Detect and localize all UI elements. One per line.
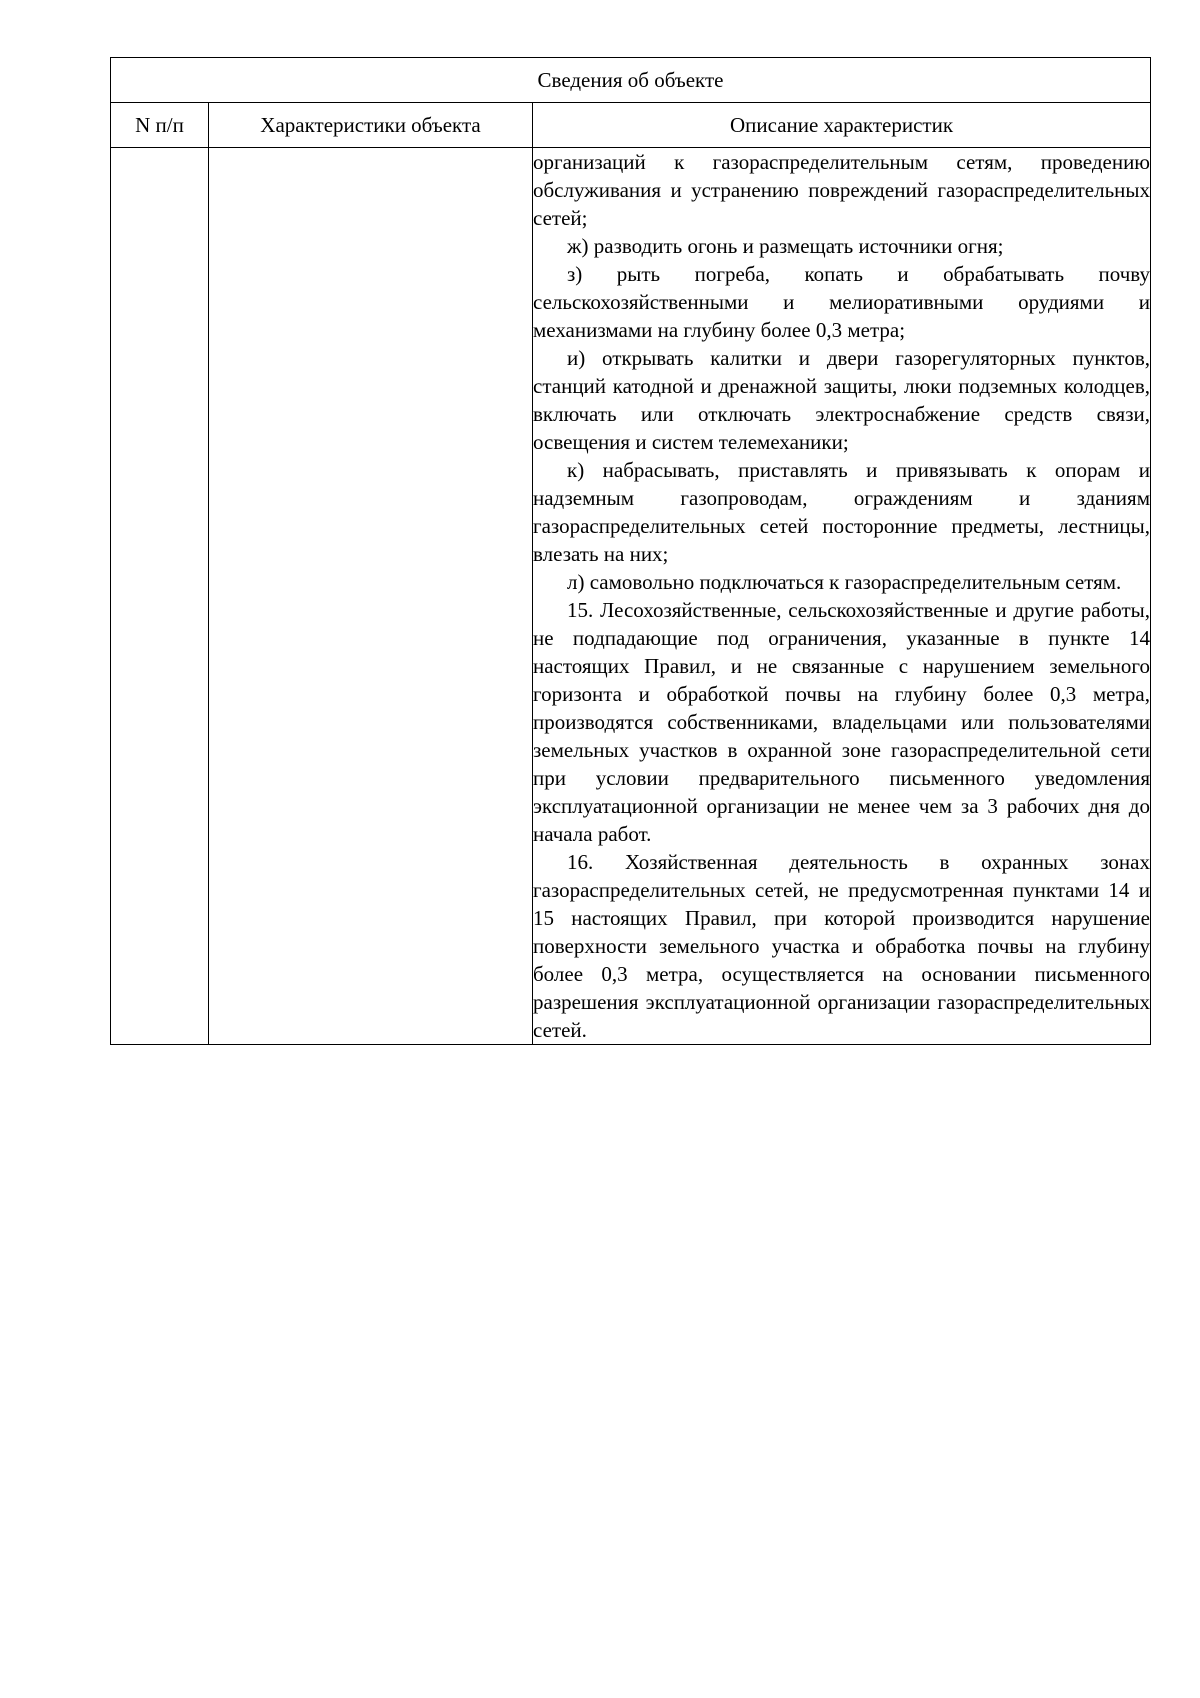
desc-paragraph: 15. Лесохозяйственные, сельскохозяйственные и другие работы, не подпадающие под ограничения, указанные в пункте 14 настоящих Правил, и не связанные с нарушением земельного горизонта и обработкой почвы на глубину более 0,3 метра, производятся собственниками, владельцами или пользователями земельных участков в охранной зоне газораспределительной сети при условии предварительного письменного уведомления эксплуатационной организации не менее чем за 3 рабочих дня до начала работ. bbox=[533, 598, 1150, 846]
table-row bbox=[111, 148, 1151, 1045]
header-characteristics: Характеристики объекта bbox=[209, 103, 533, 148]
object-info-table bbox=[110, 57, 1151, 1045]
desc-paragraph: к) набрасывать, приставлять и привязывать к опорам и надземным газопроводам, ограждениям и зданиям газораспределительных сетей посторонние предметы, лестницы, влезать на них; bbox=[533, 458, 1150, 566]
header-description: Описание характеристик bbox=[533, 103, 1151, 148]
cell-characteristics bbox=[209, 148, 533, 1045]
desc-paragraph: 16. Хозяйственная деятельность в охранных зонах газораспределительных сетей, не предусмотренная пунктами 14 и 15 настоящих Правил, при которой производится нарушение поверхности земельного участка и обработка почвы на глубину более 0,3 метра, осуществляется на основании письменного разрешения эксплуатационной организации газораспределительных сетей. bbox=[533, 850, 1150, 1042]
desc-paragraph: и) открывать калитки и двери газорегуляторных пунктов, станций катодной и дренажной защиты, люки подземных колодцев, включать или отключать электроснабжение средств связи, освещения и систем телемеханики; bbox=[533, 346, 1150, 454]
desc-paragraph: л) самовольно подключаться к газораспределительным сетям. bbox=[567, 570, 1122, 594]
table-header-row bbox=[111, 103, 1151, 148]
cell-description bbox=[533, 148, 1151, 1045]
desc-paragraph: организаций к газораспределительным сетям, проведению обслуживания и устранению повреждений газораспределительных сетей; bbox=[533, 150, 1150, 230]
desc-paragraph: з) рыть погреба, копать и обрабатывать почву сельскохозяйственными и мелиоративными орудиями и механизмами на глубину более 0,3 метра; bbox=[533, 262, 1150, 342]
cell-num bbox=[111, 148, 209, 1045]
table-title: Сведения об объекте bbox=[111, 58, 1151, 103]
header-num: N п/п bbox=[111, 103, 209, 148]
table-title-row bbox=[111, 58, 1151, 103]
desc-paragraph: ж) разводить огонь и размещать источники огня; bbox=[567, 234, 1004, 258]
